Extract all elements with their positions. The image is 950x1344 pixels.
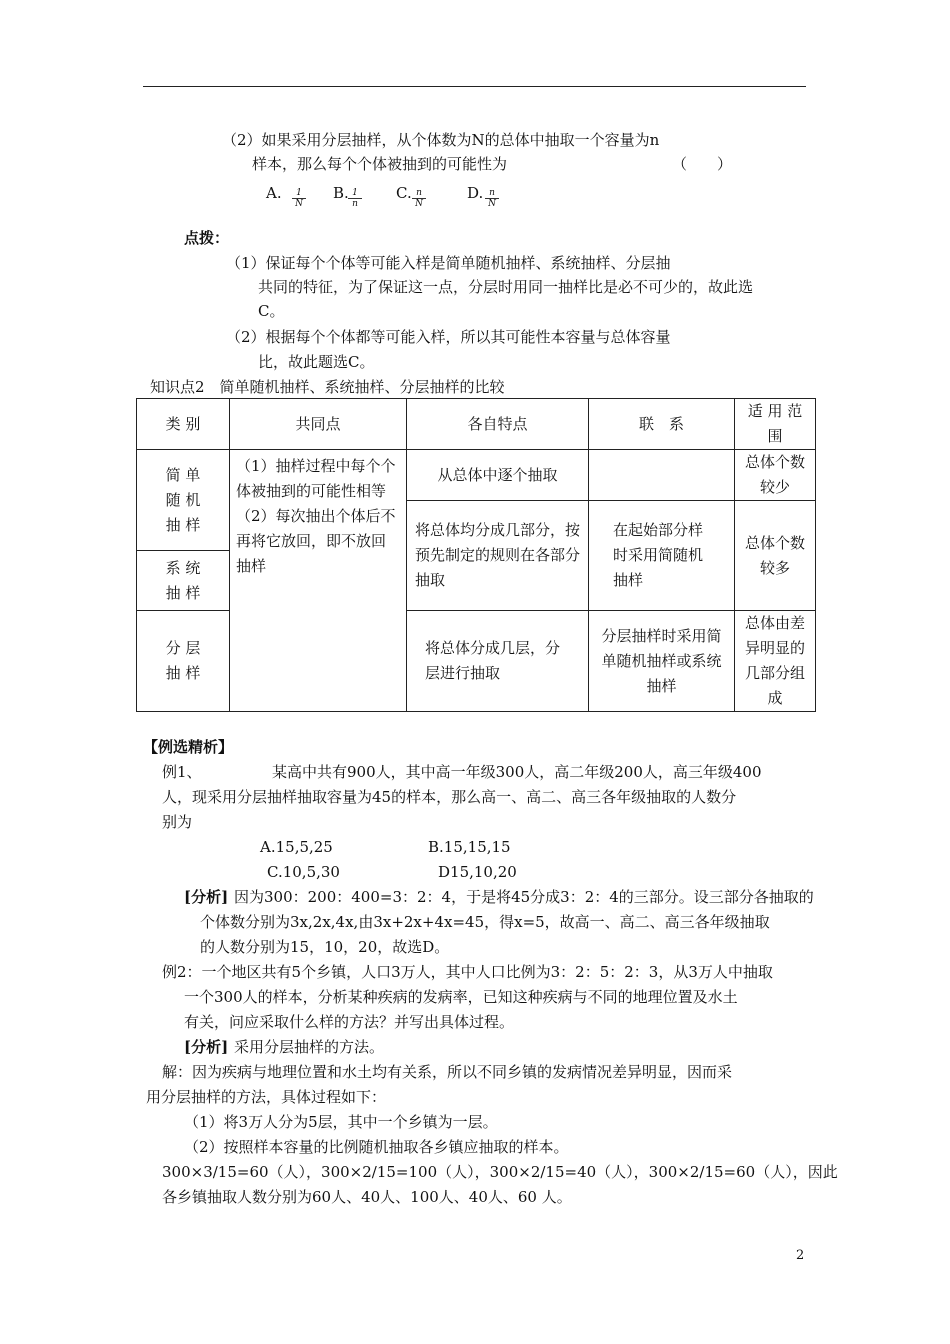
option-d-fraction: $\frac{n}{N}$ [485,188,499,209]
row-scope-simple: 总体个数较少 [735,450,816,501]
row-feature-stratified: 将总体分成几层，分层进行抽取 [407,611,589,712]
comparison-table [136,398,816,712]
q2-answer-bracket: （ ） [672,155,733,173]
example1-line: 别为 [162,813,193,831]
example2-analysis: 采用分层抽样的方法。 [234,1038,385,1056]
solution-line: 解：因为疾病与地理位置和水土均有关系，所以不同乡镇的发病情况差异明显，因而采 [162,1063,733,1081]
solution-line: 300×3/15=60（人），300×2/15=100（人），300×2/15=40（人），300×2/15=60（人），因此 [162,1163,838,1181]
example2-line: 例2：一个地区共有5个乡镇，人口3万人，其中人口比例为3：2：5：2：3，从3万人中抽取 [162,963,773,981]
example1-option-d: D15,10,20 [438,863,517,881]
example2-line: 有关，问应采取什么样的方法？并写出具体过程。 [184,1013,515,1031]
example1-line: 某高中共有900人，其中高一年级300人，高二年级200人，高三年级400 [272,763,762,781]
option-d-label: D. [467,184,484,202]
section-title: 知识点2 简单随机抽样、系统抽样、分层抽样的比较 [150,378,505,396]
example1-option-b: B.15,15,15 [428,838,511,856]
row-name-stratified: 分 层 抽 样 [137,611,230,712]
header-scope: 适 用 范 围 [735,399,816,450]
row-name-systematic: 系 统 抽 样 [137,551,230,611]
solution-line: （1）将3万人分为5层，其中一个乡镇为一层。 [184,1113,498,1131]
q2-line1: （2）如果采用分层抽样，从个体数为N的总体中抽取一个容量为n [222,131,660,149]
header-rule [143,86,806,87]
tip-line: 共同的特征，为了保证这一点，分层时用同一抽样比是必不可少的，故此选 [258,278,754,296]
example1-line: 人，现采用分层抽样抽取容量为45的样本，那么高一、高二、高三各年级抽取的人数分 [162,788,737,806]
row-feature-systematic: 将总体均分成几部分，按预先制定的规则在各部分抽取 [407,501,589,611]
option-c-label: C. [396,184,412,202]
tip-line: （2）根据每个个体都等可能入样，所以其可能性本容量与总体容量 [226,328,671,346]
option-c-fraction: $\frac{n}{N}$ [412,188,426,209]
header-relation: 联 系 [589,399,735,450]
header-feature: 各自特点 [407,399,589,450]
option-a-label: A. [266,184,282,202]
row-relation-stratified: 分层抽样时采用简单随机抽样或系统抽样 [589,611,735,712]
example1-option-c: C.10,5,30 [267,863,340,881]
common-points-cell: （1）抽样过程中每个个体被抽到的可能性相等（2）每次抽出个体后不再将它放回，即不放回抽样 [230,450,407,712]
option-a-fraction: $\frac{1}{N}$ [292,188,306,209]
analysis-tag: [分析] [184,1038,229,1056]
example1-analysis-line: 个体数分别为3x,2x,4x,由3x+2x+4x=45，得x=5，故高一、高二、高三各年级抽取 [200,913,770,931]
row-scope-stratified: 总体由差异明显的几部分组成 [735,611,816,712]
example1-analysis-line: 因为300：200：400=3：2：4，于是将45分成3：2：4的三部分。设三部分各抽取的 [234,888,814,906]
solution-line: （2）按照样本容量的比例随机抽取各乡镇应抽取的样本。 [184,1138,569,1156]
q2-line2: 样本，那么每个个体被抽到的可能性为 [252,155,508,173]
header-common: 共同点 [230,399,407,450]
solution-line: 各乡镇抽取人数分别为60人、40人、100人、40人、60 人。 [162,1188,572,1206]
row-name-simple: 简 单 随 机 抽 样 [137,450,230,551]
example1-option-a: A.15,5,25 [260,838,333,856]
page-number: 2 [796,1248,805,1263]
tip-line: C。 [258,302,285,320]
analysis-tag: [分析] [184,888,229,906]
row-feature-simple: 从总体中逐个抽取 [407,450,589,501]
option-b-label: B. [333,184,349,202]
example1-analysis-line: 的人数分别为15，10，20，故选D。 [200,938,450,956]
example1-label: 例1、 [162,763,202,781]
row-relation-systematic: 在起始部分样时采用简随机抽样 [589,501,735,611]
tip-heading: 点拨： [184,229,230,247]
examples-heading: 【例选精析】 [143,738,234,756]
table-header-row [137,399,816,450]
row-scope-systematic: 总体个数较多 [735,501,816,611]
solution-line: 用分层抽样的方法，具体过程如下： [146,1088,387,1106]
tip-line: 比，故此题选C。 [258,353,375,371]
table-row [137,450,816,501]
header-category: 类 别 [137,399,230,450]
row-relation-simple [589,450,735,501]
option-b-fraction: $\frac{1}{n}$ [348,188,362,209]
tip-line: （1）保证每个个体等可能入样是简单随机抽样、系统抽样、分层抽 [226,254,671,272]
example2-line: 一个300人的样本，分析某种疾病的发病率，已知这种疾病与不同的地理位置及水土 [184,988,738,1006]
